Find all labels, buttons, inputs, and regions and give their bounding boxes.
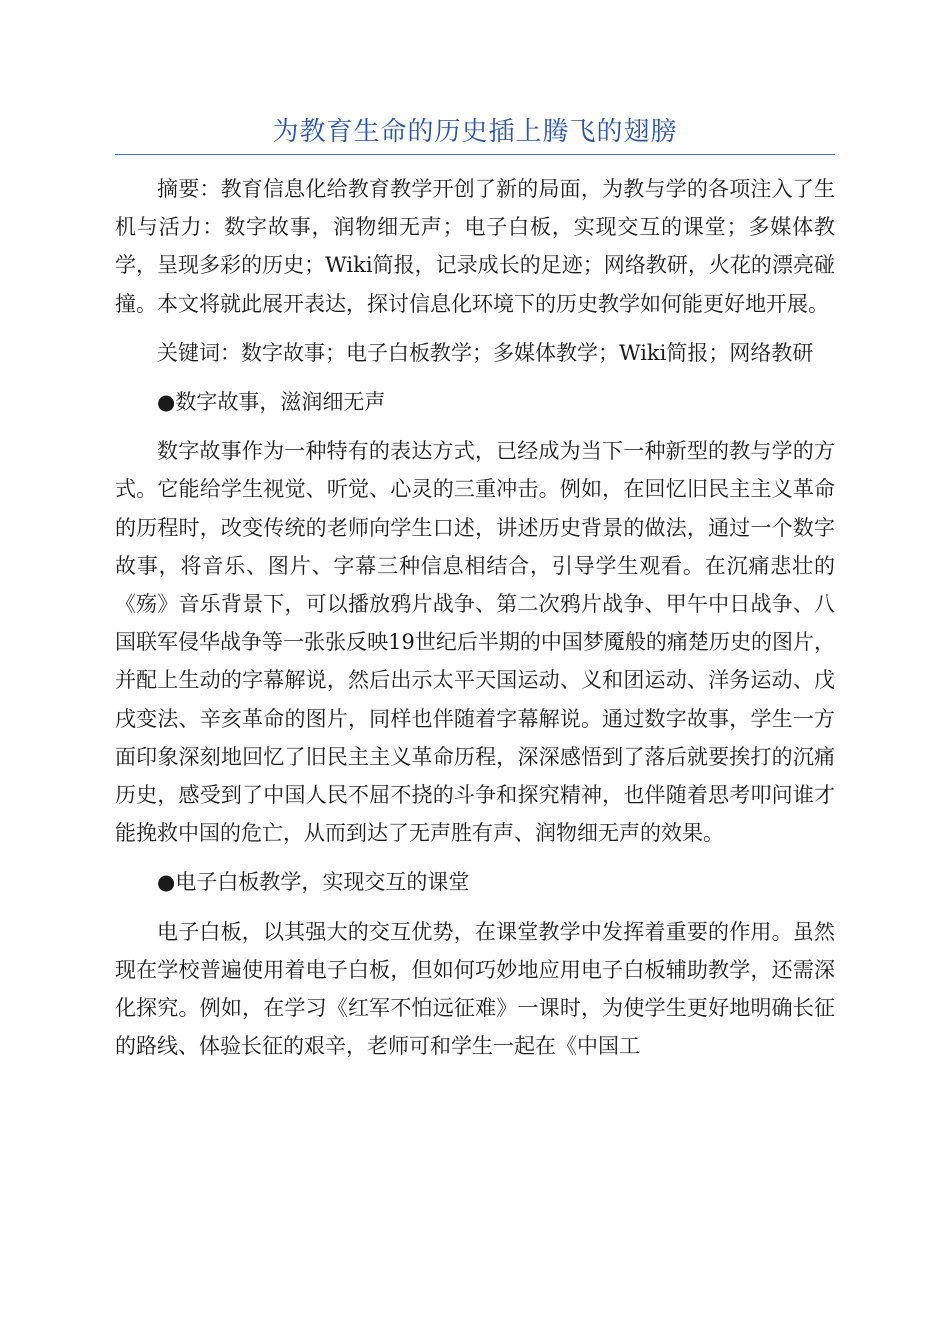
title-underline — [115, 154, 835, 155]
keywords-paragraph: 关键词：数字故事；电子白板教学；多媒体教学；Wiki简报；网络教研 — [157, 340, 814, 365]
abstract-paragraph: 摘要：教育信息化给教育教学开创了新的局面，为教与学的各项注入了生机与活力：数字故事，润物细无声；电子白板，实现交互的课堂；多媒体教学，呈现多彩的历史；Wiki简报，记录成长的足迹；网络教研，火花的漂亮碰撞。本文将就此展开表达，探讨信息化环境下的历史教学如何能更好地开展。 — [115, 177, 835, 316]
document-title: 为教育生命的历史插上腾飞的翅膀 — [272, 117, 678, 147]
section-body-whiteboard: 电子白板，以其强大的交互优势，在课堂教学中发挥着重要的作用。虽然现在学校普遍使用着电子白板，但如何巧妙地应用电子白板辅助教学，还需深化探究。例如，在学习《红军不怕远征难》一课时，为使学生更好地明确长征的路线、体验长征的艰辛，老师可和学生一起在《中国工 — [115, 919, 835, 1059]
section-heading-whiteboard: ●电子白板教学，实现交互的课堂 — [157, 870, 470, 895]
section-body-digital-story: 数字故事作为一种特有的表达方式，已经成为当下一种新型的教与学的方式。它能给学生视觉、听觉、心灵的三重冲击。例如，在回忆旧民主主义革命的历程时，改变传统的老师向学生口述，讲述历史背景的做法，通过一个数字故事，将音乐、图片、字幕三种信息相结合，引导学生观看。在沉痛悲壮的《殇》音乐背景下，可以播放鸦片战争、第二次鸦片战争、甲午中日战争、八国联军侵华战争等一张张反映19世纪后半期的中国梦魇般的痛楚历史的图片，并配上生动的字幕解说，然后出示太平天国运动、义和团运动、洋务运动、戊戌变法、辛亥革命的图片，同样也伴随着字幕解说。通过数字故事，学生一方面印象深刻地回忆了旧民主主义革命历程，深深感悟到了落后就要挨打的沉痛历史，感受到了中国人民不屈不挠的斗争和探究精神，也伴随着思考叩问谁才能挽救中国的危亡，从而到达了无声胜有声、润物细无声的效果。 — [115, 439, 835, 846]
document-body — [115, 170, 835, 1065]
section-heading-digital-story: ●数字故事，滋润细无声 — [157, 390, 386, 415]
